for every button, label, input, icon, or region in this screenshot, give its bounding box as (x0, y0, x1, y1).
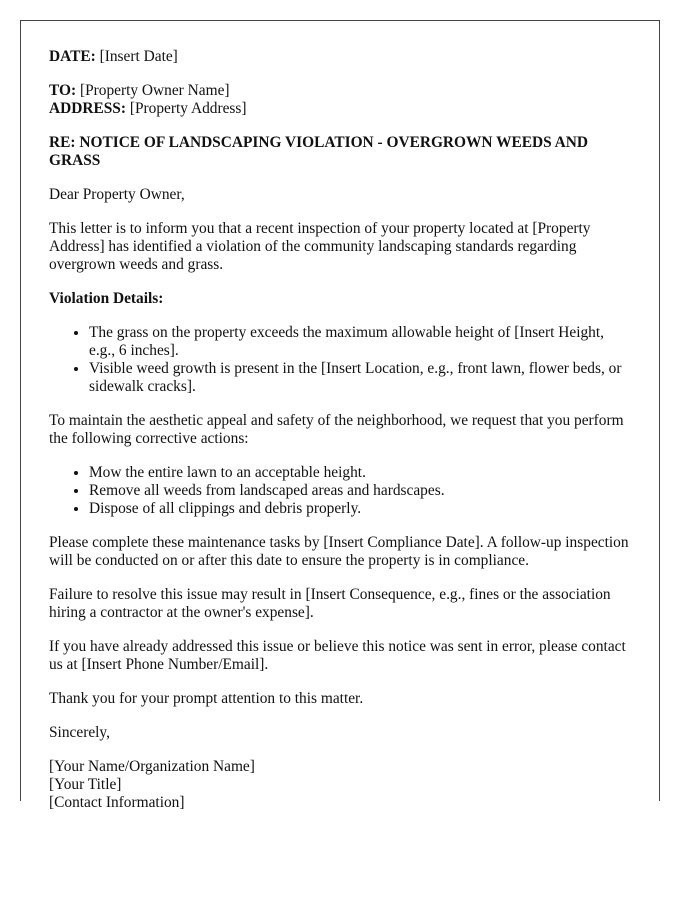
letter-content (21, 21, 659, 812)
compliance-paragraph: Please complete these maintenance tasks by [Insert Compliance Date]. A follow-up inspection will be conducted on or after this date to ensure the property is in compliance. (49, 534, 629, 569)
date-value: [Insert Date] (99, 48, 178, 65)
signature-title: [Your Title] (49, 776, 122, 793)
closing: Sincerely, (49, 724, 110, 741)
to-value: [Property Owner Name] (79, 82, 230, 99)
violation-heading: Violation Details: (49, 290, 164, 307)
consequence-paragraph: Failure to resolve this issue may result in [Insert Consequence, e.g., fines or the association hiring a contractor at the owner's expense]. (49, 586, 611, 621)
address-value: [Property Address] (129, 100, 247, 117)
violation-item: • Visible weed growth is present in the [Insert Location, e.g., front lawn, flower beds, or sidewalk cracks]. (89, 360, 631, 396)
signature-contact: [Contact Information] (49, 794, 185, 811)
action-item: • Remove all weeds from landscaped areas and hardscapes. (89, 482, 631, 500)
subject-line: RE: NOTICE OF LANDSCAPING VIOLATION - OVERGROWN WEEDS AND GRASS (49, 134, 589, 169)
salutation: Dear Property Owner, (49, 186, 185, 203)
action-item: • Dispose of all clippings and debris properly. (89, 500, 631, 518)
signature-name: [Your Name/Organization Name] (49, 758, 255, 775)
action-item: • Mow the entire lawn to an acceptable height. (89, 464, 631, 482)
violation-item: • The grass on the property exceeds the maximum allowable height of [Insert Height, e.g., 6 inches]. (89, 324, 631, 360)
address-label: ADDRESS: (49, 100, 126, 117)
date-line (49, 48, 631, 66)
actions-list (49, 464, 631, 518)
actions-intro: To maintain the aesthetic appeal and safety of the neighborhood, we request that you perform the following corrective actions: (49, 412, 624, 447)
letter-page (20, 20, 660, 811)
thanks-paragraph: Thank you for your prompt attention to this matter. (49, 690, 364, 707)
to-label: TO: (49, 82, 77, 99)
violation-list (49, 324, 631, 396)
recipient-block (49, 82, 631, 118)
intro-paragraph: This letter is to inform you that a recent inspection of your property located at [Property Address] has identified a violation of the community landscaping standards regarding overgrown weeds and grass. (49, 220, 591, 273)
date-label: DATE: (49, 48, 96, 65)
signature-block (49, 758, 631, 812)
contact-paragraph: If you have already addressed this issue or believe this notice was sent in error, please contact us at [Insert Phone Number/Email]. (49, 638, 626, 673)
